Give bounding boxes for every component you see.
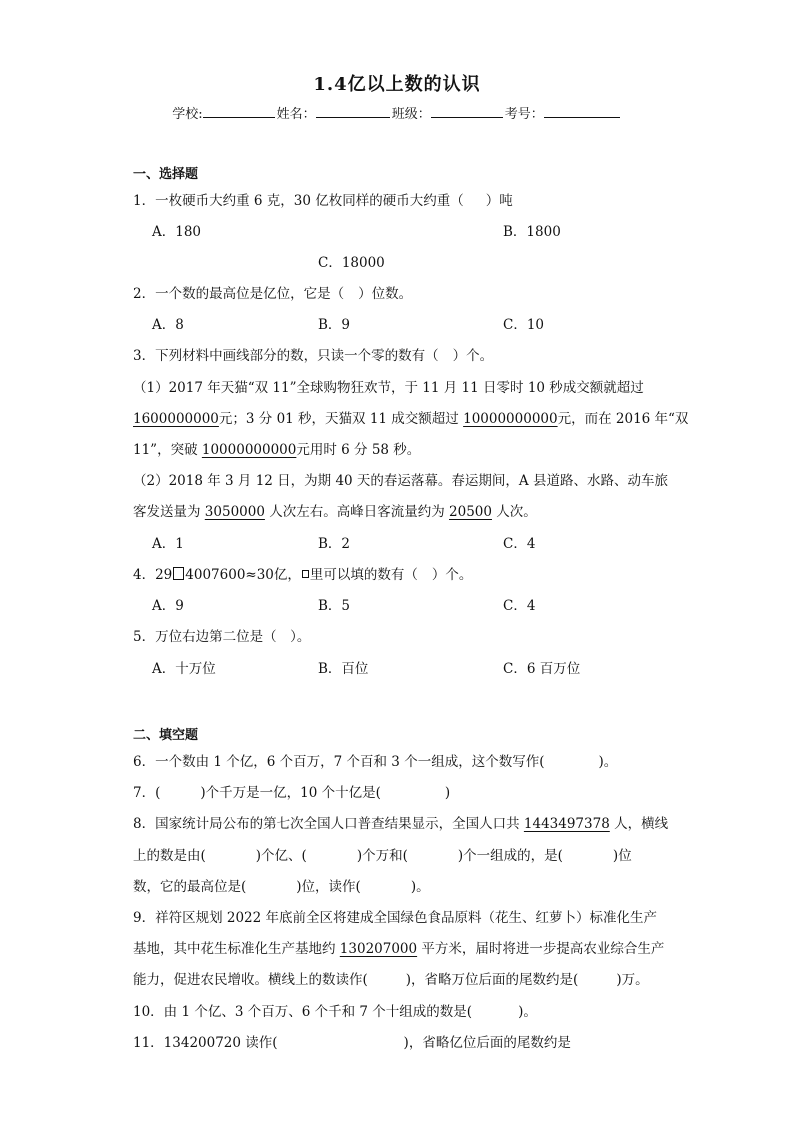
question-9-line-1: 9．祥符区规划 2022 年底前全区将建成全国绿色食品原料（花生、红萝卜）标准化生产 (133, 910, 658, 926)
underlined-number: 1600000000 (133, 411, 219, 427)
question-8-line-3: 数，它的最高位是( )位，读作( )。 (133, 879, 430, 895)
student-info-line (0, 103, 794, 122)
question-5-option-a: A．十万位 (152, 661, 216, 677)
question-3-passage-1-line-1: （1）2017 年天猫“双 11”全球购物狂欢节，于 11 月 11 日零时 10 秒成交额就超过 (133, 380, 644, 396)
question-2-stem: 2．一个数的最高位是亿位，它是（ ）位数。 (133, 286, 413, 302)
question-10: 10．由 1 个亿、3 个百万、6 个千和 7 个十组成的数是( )。 (133, 1004, 537, 1020)
question-11: 11．134200720 读作( )，省略亿位后面的尾数约是 (133, 1035, 571, 1051)
class-label: 班级： (391, 107, 431, 122)
question-9-line-2: 基地，其中花生标准化生产基地约 130207000 平方米，届时将进一步提高农业综合生产 (133, 941, 665, 957)
question-1-stem: 1．一枚硬币大约重 6 克，30 亿枚同样的硬币大约重（ ）吨 (133, 193, 513, 209)
question-2-option-a: A．8 (152, 317, 184, 333)
school-blank[interactable] (203, 103, 275, 118)
question-3-option-b: B．2 (318, 536, 351, 552)
question-4-stem: 4．29 4007600≈30亿， 里可以填的数有（ ）个。 (133, 567, 473, 583)
underlined-number: 10000000000 (201, 442, 297, 458)
question-4-option-c: C．4 (503, 598, 536, 614)
small-box-icon (302, 570, 309, 578)
question-1-option-c: C．18000 (318, 255, 385, 271)
page-title: 1.4亿以上数的认识 (313, 74, 481, 95)
name-label: 姓名： (276, 107, 316, 122)
question-7: 7．( )个千万是一亿，10 个十亿是( ) (133, 785, 451, 801)
question-3-passage-1-line-3: 11”，突破 10000000000元用时 6 分 58 秒。 (133, 442, 421, 458)
question-3-passage-2-line-1: （2）2018 年 3 月 12 日，为期 40 天的春运落幕。春运期间，A 县道路、水路、动车旅 (133, 473, 668, 489)
question-3-passage-2-line-2: 客发送量为 3050000 人次左右。高峰日客流量约为 20500 人次。 (133, 504, 537, 520)
question-8-line-1: 8．国家统计局公布的第七次全国人口普查结果显示，全国人口共 1443497378 人，横线 (133, 816, 669, 832)
question-5-stem: 5．万位右边第二位是（ ）。 (133, 629, 311, 645)
question-8-line-2: 上的数是由( )个亿、( )个万和( )个一组成的，是( )位 (133, 848, 632, 864)
section-heading-fill-blank: 二、填空题 (133, 728, 199, 743)
blank-box-icon (173, 567, 184, 580)
question-2-option-b: B．9 (318, 317, 351, 333)
question-9-line-3: 能力，促进农民增收。横线上的数读作( )，省略万位后面的尾数约是( )万。 (133, 972, 649, 988)
question-3-option-a: A．1 (152, 536, 184, 552)
question-3-stem: 3．下列材料中画线部分的数，只读一个零的数有（ ）个。 (133, 348, 494, 364)
exam-no-label: 考号： (504, 107, 544, 122)
question-5-option-c: C．6 百万位 (503, 661, 581, 677)
question-4-option-a: A．9 (152, 598, 184, 614)
question-5-option-b: B．百位 (318, 661, 369, 677)
name-blank[interactable] (316, 103, 390, 118)
question-2-option-c: C．10 (503, 317, 545, 333)
underlined-number: 1443497378 (523, 816, 610, 832)
question-6: 6．一个数由 1 个亿，6 个百万，7 个百和 3 个一组成，这个数写作( )。 (133, 754, 618, 770)
exam-no-blank[interactable] (544, 103, 620, 118)
underlined-number: 20500 (449, 504, 492, 520)
section-heading-choice: 一、选择题 (133, 167, 199, 182)
question-1-option-a: A．180 (152, 224, 202, 240)
class-blank[interactable] (431, 103, 503, 118)
question-3-passage-1-line-2: 1600000000元；3 分 01 秒，天猫双 11 成交额超过 10000000000元，而在 2016 年“双 (133, 411, 689, 427)
question-3-option-c: C．4 (503, 536, 536, 552)
question-4-option-b: B．5 (318, 598, 351, 614)
underlined-number: 3050000 (204, 504, 265, 520)
school-label: 学校: (172, 107, 203, 122)
underlined-number: 10000000000 (463, 411, 558, 427)
question-1-option-b: B．1800 (503, 224, 561, 240)
underlined-number: 130207000 (339, 941, 418, 957)
